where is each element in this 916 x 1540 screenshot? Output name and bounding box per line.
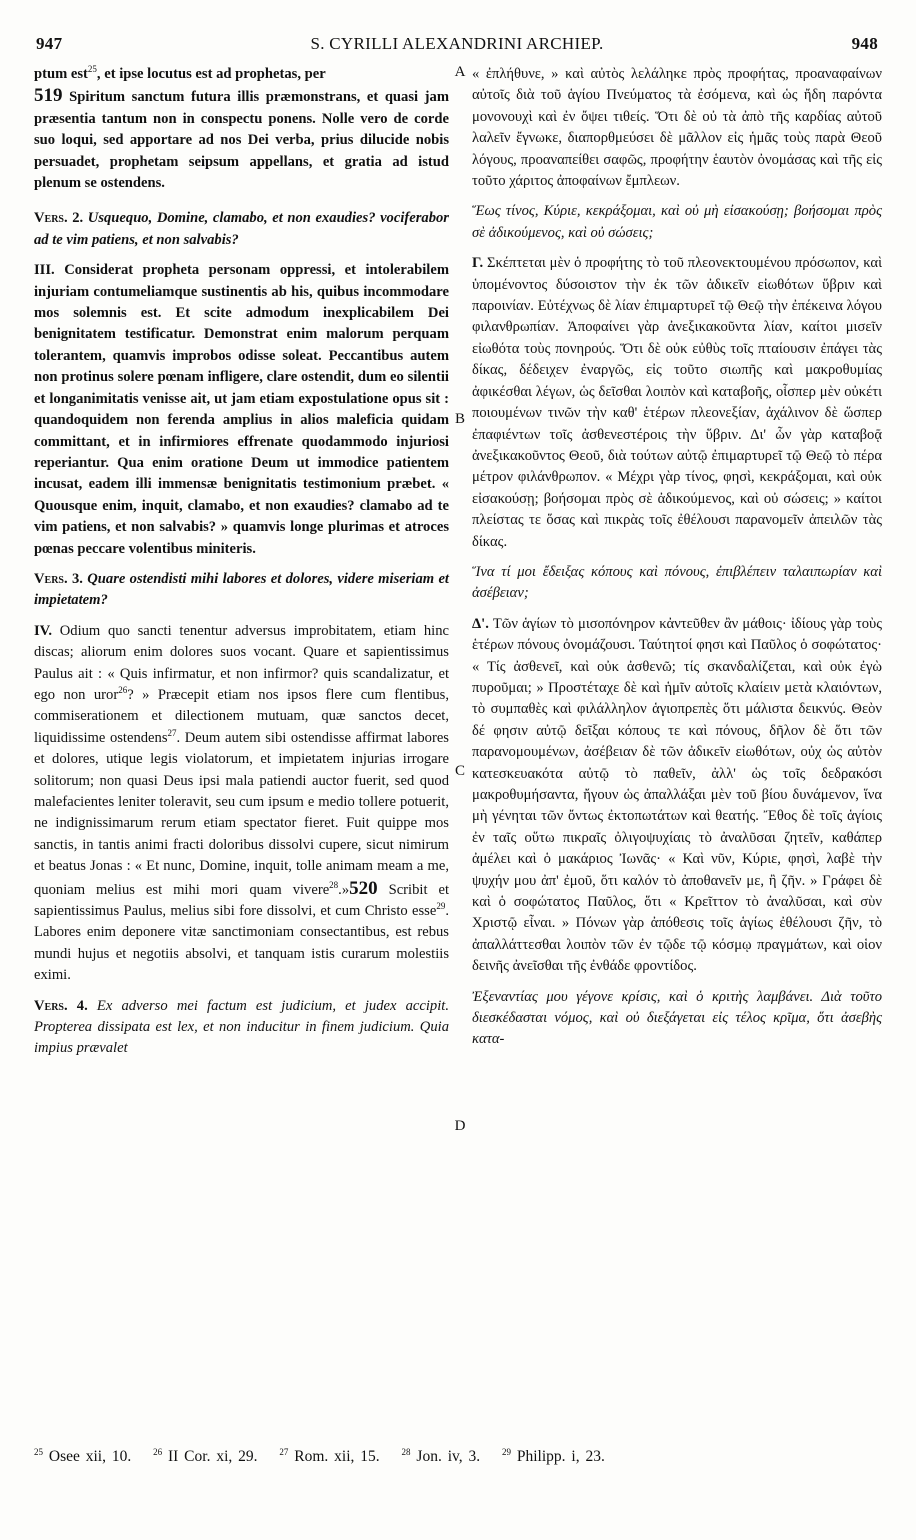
section-marker-a: A: [454, 64, 466, 80]
greek-verse-2: Ἕως τίνος, Κύριε, κεκράξομαι, καὶ οὐ μὴ εἰσακούσῃ; βοήσομαι πρὸς σὲ ἀδικούμενος, καὶ οὐ σώσεις;: [472, 203, 882, 241]
latin-section-4: IV. Odium quo sancti tenentur adversus improbitatem, etiam hinc discas; aliorum enim dolores suos vocant. Quare et sapientissimus Paulus ait : « Quis infirmatur, et non infirmor? quis scandalizatur, et ego non uror$^{26}$? » Præcepit etiam nos ipsos flere cum flentibus, commiserationem et dilectionem mutuam, quæ sanctos decet, liquidissime ostendens$^{27}$. Deum autem sibi ostendisse affirmat labores et dolores, utique legis violatorum, et impietatem injurias irrogare solitorum; non quasi Deus ipsi mala patiendi auctor fuerit, sed quod malefacientes leniter toleravit, seu cum ipsum e medio tollere potuerit, ne indignissimarum rerum etiam spectator fieret. Fuit quippe mos sanctis, in tantis animi fracti doloribus dissolvi cupere, sicut nimirum et beatus Jonas : « Et nunc, Domine, inquit, tolle animam meam a me, quoniam melius est mihi mori quam vivere$^{28}$.»520 Scribit et sapientissimus Paulus, melius sibi fore dissolvi, et cum Christo esse$^{29}$. Labores enim deponere vitæ sanctimoniam consectantibus, est rebus mundi hujus et negotiis absolvi, et tanquam istis curarum molestiis eximi.: [34, 622, 449, 984]
latin-paragraph-intro: ptum est$^{25}$, et ipse locutus est ad prophetas, per 519 Spiritum sanctum futura illis præmonstrans, et quasi jam præsentia tantum non in conspectu ponens. Nolle vero de corde suo loqui, sed apportare ad nos Dei verba, prius dilucide nobis persuadet, prophetam seipsum appellans, et gratia ad istud plenum se ostendens.: [34, 64, 449, 192]
page-header: [28, 34, 886, 58]
section-marker-c: C: [454, 763, 465, 779]
column-divider: [460, 78, 461, 1378]
greek-verse-4: Ἐξεναντίας μου γέγονε κρίσις, καὶ ὁ κριτὴς λαμβάνει. Διὰ τοῦτο διεσκέδασται νόμος, καὶ οὐ διεξάγεται εἰς τέλος κρῖμα, ὅτι ἀσεβὴς κατα-: [472, 988, 882, 1048]
footnote: $^{28}$ Jon. iv, 3.: [401, 1446, 481, 1465]
latin-verse-3: Vers. 3. Quare ostendisti mihi labores et dolores, videre miseriam et impietatem?: [34, 570, 449, 609]
latin-column: [34, 64, 449, 1060]
latin-section-3: III. Considerat propheta personam oppressi, et intolerabilem injuriam contumeliamque sustinentis ab his, quibus incommodare mos solemnis est. Et scite admodum inexplicabilem Dei benignitatem testificatur. Demonstrat enim malorum perquam tolerantem, quamvis improbos odisse soleat. Peccantibus autem non protinus solere pœnam infligere, clare ostendit, dum eo silentii et longanimitatis venisse ait, ut jam etiam expostulatione opus sit : quandoquidem non ferenda amplius in alios maleficia quidam committant, et in infirmiores effrenate quodammodo injuriosi reperiantur. Qua enim oratione Deum ut immodice patientem incusat, eadem illi immensæ benignitatis testimonium præbet. « Quousque enim, inquit, clamabo, et non exaudies? clamabo ad te vim patiens, et non salvabis? » quamvis longe plurimas et atroces pœnas peccare volentibus miniteris.: [34, 262, 449, 557]
greek-section-3: Γ. Σκέπτεται μὲν ὁ προφήτης τὸ τοῦ πλεονεκτουμένου πρόσωπον, καὶ ὑπομένοντος δύσοιστον τὴν ἐκ τῶν ἀδικεῖν εἰωθότων ὕβριν καὶ παροινίαν. Εὐτέχνως δὲ λίαν ἐπιμαρτυρεῖ τῷ Θεῷ τὴν ἐπέκεινα λόγου φιλανθρωπίαν. Ἀποφαίνει γὰρ ἀνεξικακοῦντα λίαν, καίτοι μισεῖν εἰωθότα τοὺς πονηρούς. Ὅτι δὲ οὐκ εὐθὺς τοῖς πταίουσιν ἐπάγει τὰς δίκας, δέδειχεν ἐναργῶς, εἰς τοῦτο σιωπῆς καὶ μακροθυμίας ἀφικέσθαι λέγων, ὡς δεῖσθαι λοιπὸν καὶ καταβοῆς, οἷσπερ μὲν οὐκέτι ποιουμένων τινῶν τὴν καθ' ἑτέρων πλεονεξίαν, ἀχάλινον δὲ ὥσπερ ἐπαφιέντων τοῖς ἀσθενεστέροις τὴν ὕβριν. Δι' ὧν γὰρ καταβοᾷ ἀνεξικακοῦντος Θεοῦ, διὰ τούτων αὐτῷ ἐπιμαρτυρεῖ τῷ Θεῷ τὸ πέρα μέτρον φιλάνθρωπον. « Μέχρι γὰρ τίνος, φησὶ, κεκράξομαι, καὶ οὐκ εἰσακούσῃ; βοήσομαι πρὸς σὲ ἀδικούμενος, καὶ οὐ σώσεις; » καίτοι πλείστας τε ὅσας καὶ πικρὰς τοῖς ἐθέλουσι παρανομεῖν ἀπειλῶν τὰς δίκας.: [472, 255, 882, 550]
footnote: $^{25}$ Osee xii, 10.: [34, 1446, 132, 1465]
footnotes: [34, 1448, 886, 1466]
latin-verse-4: Vers. 4. Ex adverso mei factum est judicium, et judex accipit. Propterea dissipata est lex, et non inducitur in finem judicium. Quia impius prævalet: [34, 997, 449, 1057]
footnote: $^{29}$ Philipp. i, 23.: [502, 1446, 605, 1465]
page-number-right: 948: [851, 34, 878, 53]
column-number-520: 520: [349, 877, 378, 899]
page-number-left: 947: [36, 34, 63, 53]
greek-verse-3: Ἵνα τί μοι ἔδειξας κόπους καὶ πόνους, ἐπιβλέπειν ταλαιπωρίαν καὶ ἀσέβειαν;: [472, 563, 882, 602]
greek-column: [472, 64, 882, 1051]
running-title: S. CYRILLI ALEXANDRINI ARCHIEP.: [310, 34, 604, 53]
greek-section-4: Δ'. Τῶν ἁγίων τὸ μισοπόνηρον κἀντεῦθεν ἂν μάθοις· ἰδίους γὰρ τοὺς ἑτέρων πόνους ὀνομάζουσι. Ταύτητοί φησι καὶ Παῦλος ὁ σοφώτατος· « Τίς ἀσθενεῖ, καὶ οὐκ ἀσθενῶ; τίς σκανδαλίζεται, καὶ οὐκ ἐγὼ πυροῦμαι; » Προστέταχε δὲ καὶ ἡμῖν αὐτοῖς κλαίειν μετὰ κλαιόντων, τὸ συμπαθὲς καὶ φιλάλληλον ἁγιοπρεπὲς ὅτι μάλιστα δεικνύς. Θεὸν δέ φησιν αὐτῷ δεῖξαι κόπους τε καὶ πόνους, δῆλον δὲ ὅτι τῶν παρανομουμένων, ἀσέβειαν δὲ τῶν ἀδικεῖν εἰωθότων, οὐχ ὡς αὐτὸν κατεσκευακότα αὐτῷ τὸ παθεῖν, ἀλλ' ὡς τοῖς δεδρακόσι μακροθυμήσαντα, ἤγουν ὡς ἀπαλλάξαι μὲν τοῦ βίου δυνάμενον, ἵνα μὴ γένηται τῶν ὄντως ἐκτοπωτάτων καὶ θεατής. Ἔθος δὲ τοῖς ἁγίοις ἐν ταῖς οὕτω πικραῖς ὀλιγοψυχίαις τὸ ἀναλῦσαι ζητεῖν, καθάπερ ἀμέλει καὶ ὁ μακάριος Ἰωνᾶς· « Καὶ νῦν, Κύριε, φησὶ, λαβὲ τὴν ψυχήν μου ἀπ' ἐμοῦ, ὅτι καλόν τὸ ἀποθανεῖν με, ἢ ζῆν. » Γράφει δὲ καὶ ὁ σοφώτατος Παῦλος, ὅτι « Κρεῖττον τὸ ἀναλῦσαι, καὶ σὺν Χριστῷ εἶναι. » Πόνων γὰρ ἀπόθεσις τοῖς ἁγίως ἐθέλουσι ζῆν, τὸ ἀπαλλάττεσθαι λοιπὸν τῶν ἐν τῷδε τῷ κόσμῳ πραγμάτων, καὶ οἱον δεινῆς ἀνεῖσθαι τῆς ἐνθάδε φροντίδος.: [472, 615, 882, 975]
section-marker-d: D: [454, 1118, 466, 1134]
greek-paragraph-intro: « ἐπλήθυνε, » καὶ αὐτὸς λελάληκε πρὸς προφήτας, προαναφαίνων αὐτοῖς διὰ τοῦ ἁγίου Πνεύματος τὰ ἐσόμενα, καὶ ὡς ἤδη παρόντα μονονουχὶ καὶ ἐν ὄψει τιθείς. Ὅτι δὲ οὐ τὰ ἀπὸ τῆς καρδίας αὐτοῦ λαλεῖν ἔγνωκε, διαπορθμεύσει δὲ μᾶλλον εἰς ἡμᾶς τοὺς παρὰ Θεοῦ λόγους, προαναπείθει σαφῶς, προφήτην ἑαυτὸν ὀνομάσας καὶ τῆς εἰς τοῦτο χάριτος ἀποφαίνων ἔμπλεων.: [472, 66, 882, 190]
column-number-519: 519: [34, 85, 63, 107]
footnote: $^{26}$ II Cor. xi, 29.: [153, 1446, 258, 1465]
latin-verse-2: Vers. 2. Usquequo, Domine, clamabo, et non exaudies? vociferabor ad te vim patiens, et non salvabis?: [34, 210, 449, 248]
footnote: $^{27}$ Rom. xii, 15.: [279, 1446, 380, 1465]
section-marker-b: B: [454, 411, 465, 427]
